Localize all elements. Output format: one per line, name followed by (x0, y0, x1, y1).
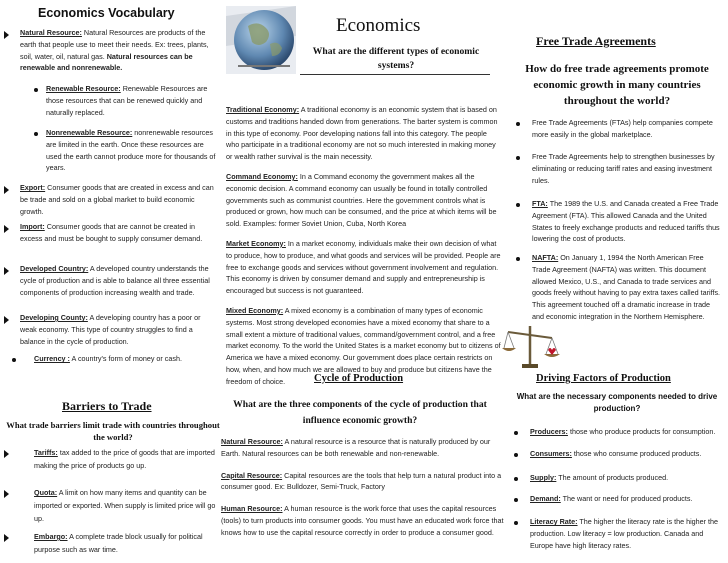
cycle-item-capital: Capital Resource: Capital resources are the tools that help turn a natural product into a consumer good. Ex: Bulldozer, Semi-Truck, Factory (221, 470, 502, 492)
divider (300, 74, 490, 75)
economics-question: What are the different types of economic systems? (312, 46, 480, 71)
round-bullet-icon (516, 203, 520, 207)
arrow-bullet-icon (4, 490, 9, 498)
vocab-item-natural-resource: Natural Resource: Natural Resources are products of the earth that people use to meet their needs. Ex: trees, plants, soil, water, oil, natural gas. Natural resources can be renewable and nonrenewable. (20, 28, 209, 73)
round-bullet-icon (514, 431, 518, 435)
arrow-bullet-icon (4, 186, 9, 194)
arrow-bullet-icon (4, 316, 9, 324)
fta-question: How do free trade agreements promote economic growth in many countries throughout the world? (525, 63, 709, 107)
vocab-item-renewable: Renewable Resource: Renewable Resources are those resources that can be renewed quickly and naturally replaced. (46, 84, 208, 117)
arrow-bullet-icon (4, 31, 9, 39)
arrow-bullet-icon (4, 225, 9, 233)
round-bullet-icon (12, 358, 16, 362)
round-bullet-icon (34, 132, 38, 136)
cycle-question: What are the three components of the cycle of production that influence economic growth? (233, 399, 487, 426)
vocab-item-import: Import: Consumer goods that are cannot be created in excess and must be bought to supply consumer demand. (20, 222, 203, 243)
driving-item-demand: Demand: The want or need for produced products. (530, 494, 693, 503)
round-bullet-icon (514, 453, 518, 457)
arrow-bullet-icon (4, 450, 9, 458)
vocab-item-developed-country: Developed Country: A developed country understands the cycle of production and is able to balance all three essential components of production increasing wealth and trade. (20, 264, 210, 297)
vocab-item-developing-country: Developing County: A developing country has a poor or weak economy. This type of country struggles to find a balance in the cycle of production. (20, 313, 201, 346)
arrow-bullet-icon (4, 267, 9, 275)
round-bullet-icon (516, 122, 520, 126)
arrow-bullet-icon (4, 534, 9, 542)
driving-item-literacy: Literacy Rate: The higher the literacy rate is the higher the production. Low literacy = low production. Canada and Europe have high literacy rates. (530, 517, 719, 550)
driving-item-producers: Producers: those who produce products for consumption. (530, 427, 716, 436)
barrier-item-quota: Quota: A limit on how many items and quantity can be imported or exported. When supply is limited price will go up. (34, 488, 216, 523)
vocab-item-currency: Currency : A country's form of money or cash. (34, 354, 182, 363)
driving-item-supply: Supply: The amount of products produced. (530, 473, 669, 482)
round-bullet-icon (34, 88, 38, 92)
fta-title: Free Trade Agreements (536, 34, 656, 48)
vocab-item-nonrenewable: Nonrenewable Resource: nonrenewable resources are limited in the earth. Once these resources are used the earth cannot produce more for thousands of years. (46, 128, 216, 173)
economy-item-market: Market Economy: In a market economy, individuals make their own decision of what to produce, how to produce, and what goods and services will be provided. People are free to exchange goods and services without government involvement and regulation. This economy is driven by consumer demand and supply and entrepreneurship is encouraged but success is not guaranteed. (226, 238, 501, 296)
economics-title: Economics (336, 15, 421, 36)
round-bullet-icon (514, 477, 518, 481)
round-bullet-icon (516, 156, 520, 160)
barriers-title: Barriers to Trade (62, 399, 152, 413)
vocab-title: Economics Vocabulary (38, 6, 175, 20)
barriers-question: What trade barriers limit trade with countries throughout the world? (6, 420, 220, 442)
fta-item-companies: Free Trade Agreements (FTAs) help companies compete more easily in the global marketplace. (532, 118, 713, 139)
cycle-item-natural: Natural Resource: A natural resource is a resource that is naturally produced by our Earth. Natural resources can be both renewable and non-renewable. (221, 437, 491, 458)
fta-item-strengthen: Free Trade Agreements help to strengthen businesses by eliminating or reducing tariff rates and easing investment rules. (532, 152, 715, 185)
economy-item-traditional: Traditional Economy: A traditional economy is an economic system that is based on customs and traditions handed down from generations. The barter system is common in this type of economy. Poor developing nations fall into this category. The people who participate in a traditional economy are not so much interested in making money or wealth rather survival is the main necessity. (226, 105, 498, 162)
barrier-item-embargo: Embargo: A complete trade block usually for political purpose such as war time. (34, 532, 203, 554)
driving-item-consumers: Consumers: those who consume produced products. (530, 449, 702, 458)
cycle-list (221, 436, 505, 539)
cycle-item-human: Human Resource: A human resource is the work force that uses the capital resources (tools) to turn products into consumer goods. You must have an educated work force that knows how to use the capital resource correctly in order to produce a consumer good. (221, 504, 504, 537)
vocab-item-export: Export: Consumer goods that are created in excess and can be trade and sold on a global market to build economic growth. (20, 183, 214, 216)
cycle-title: Cycle of Production (314, 373, 404, 384)
balance-scale-image (500, 320, 560, 370)
driving-question: What are the necessary components needed to drive production? (516, 392, 718, 413)
barrier-item-tariffs: Tariffs: tax added to the price of goods that are imported making the price of products go up. (34, 448, 215, 470)
round-bullet-icon (514, 521, 518, 525)
economy-types-list (226, 104, 502, 388)
fta-item-fta: FTA: The 1989 the U.S. and Canada created a Free Trade Agreement (FTA). This allowed Canada and the United States to freely exchange products and reduced tariffs thus lowering the cost of products. (532, 199, 720, 244)
economy-item-mixed: Mixed Economy: A mixed economy is a combination of many types of economic systems. Most strong developed economies have a mixed economy that share to a small extent a mixture of traditional values, command/government control, and a free market economy. To the world the United States is a market economy but to citizens of America we have a mixed economy. Our government does place certain restricts on how, when, and how much we are allowed to buy and produce but citizens have the freedom of choice. (226, 305, 501, 386)
round-bullet-icon (514, 498, 518, 502)
round-bullet-icon (516, 257, 520, 261)
economy-item-command: Command Economy: In a Command economy the government makes all the economic decision. A command economy can usually be found in totally controlled governments such as communist countries. Here the government controls what is produced or grown, how much can be consumed, and the price at which items will be sold. Examples: former Soviet Union, Cuba, North Korea (226, 171, 497, 229)
fta-item-nafta: NAFTA: On January 1, 1994 the North American Free Trade Agreement (NAFTA) was written. This document allowed Mexico, U.S., and Canada to trade services and goods freely without having to pay extra taxes called tariffs. This agreement touched off a dramatic increase in trade and economic integration in the Northern Hemisphere. (532, 253, 721, 321)
driving-title: Driving Factors of Production (536, 373, 671, 384)
globe-image (226, 6, 296, 74)
